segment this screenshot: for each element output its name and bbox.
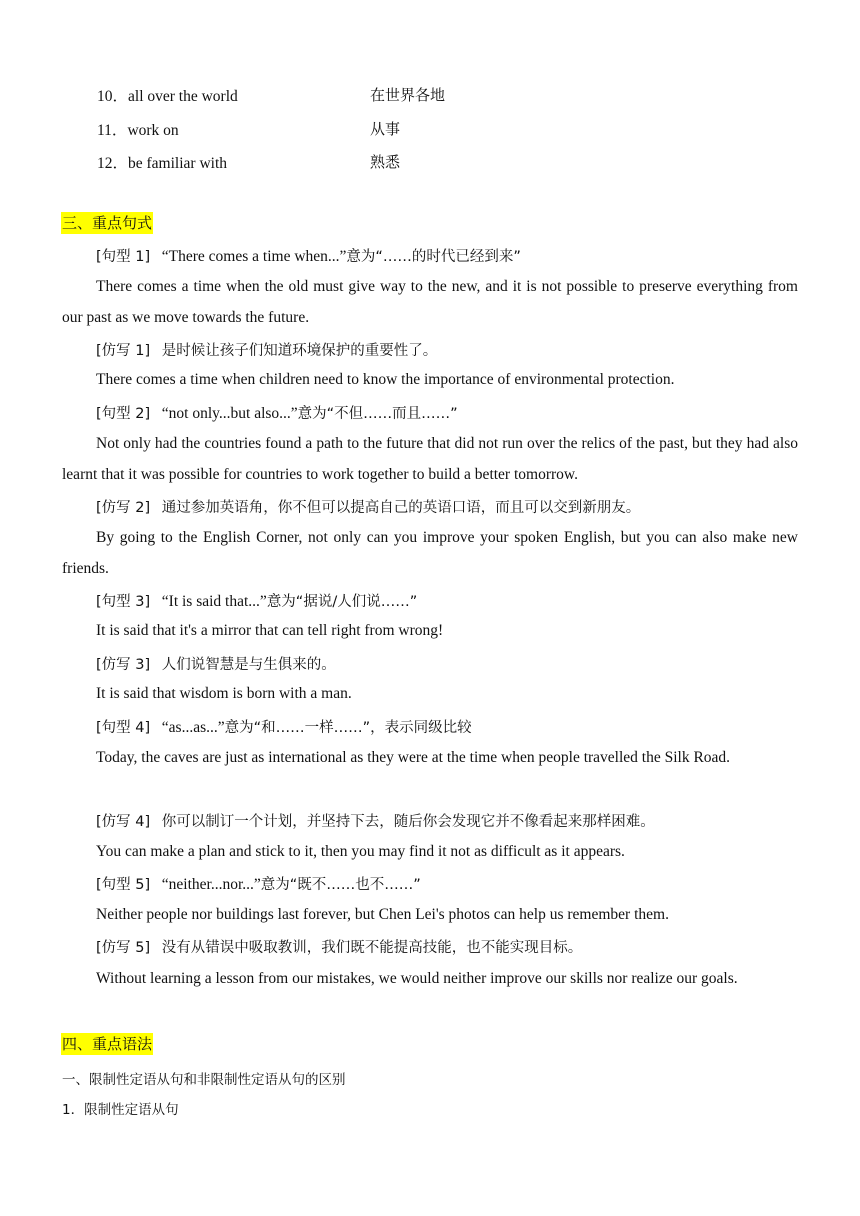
example-sentence: It is said that it's a mirror that can tell right from wrong! xyxy=(96,622,444,639)
pattern-1: [句型 1] “There comes a time when...”意为“……的时代已经到来” xyxy=(96,248,521,265)
imitation-answer: It is said that wisdom is born with a man. xyxy=(96,685,352,702)
imitation-answer: There comes a time when children need to know the importance of environmental protection. xyxy=(96,371,675,388)
imitation-answer: You can make a plan and stick to it, then you may find it not as difficult as it appears. xyxy=(96,843,625,860)
pattern-2: [句型 2] “not only...but also...”意为“不但……而且……” xyxy=(96,405,458,422)
example-sentence: Not only had the countries found a path to the future that did not run over the relics of the past, but they had also learnt that it was possible for countries to work together to build a better tomorrow. xyxy=(62,435,798,483)
section-heading: 三、重点句式 xyxy=(62,214,153,232)
pattern-4: [句型 4] “as...as...”意为“和……一样……”，表示同级比较 xyxy=(96,719,472,736)
imitation-3: [仿写 3] 人们说智慧是与生俱来的。 xyxy=(96,657,336,673)
pattern-3: [句型 3] “It is said that...”意为“据说/人们说……” xyxy=(96,593,418,610)
subheading: 一、限制性定语从句和非限制性定语从句的区别 xyxy=(62,1072,346,1088)
example-sentence: There comes a time when the old must give way to the new, and it is not possible to preserve everything from our past as we move towards the future. xyxy=(62,278,798,326)
imitation-2: [仿写 2] 通过参加英语角，你不但可以提高自己的英语口语，而且可以交到新朋友。 xyxy=(96,500,641,516)
section-heading: 四、重点语法 xyxy=(62,1035,153,1053)
pattern-5: [句型 5] “neither...nor...”意为“既不……也不……” xyxy=(96,876,421,893)
example-sentence: Today, the caves are just as international as they were at the time when people travelled the Silk Road. xyxy=(96,749,731,766)
example-sentence: Neither people nor buildings last forever, but Chen Lei's photos can help us remember them. xyxy=(96,906,669,923)
vocab-item: 12．be familiar with 熟悉 xyxy=(97,153,401,172)
imitation-answer: By going to the English Corner, not only can you improve your spoken English, but you can also make new friends. xyxy=(62,529,798,577)
vocab-item: 11．work on 从事 xyxy=(97,120,401,139)
vocab-translation: 熟悉 xyxy=(370,153,401,171)
imitation-4: [仿写 4] 你可以制订一个计划，并坚持下去，随后你会发现它并不像看起来那样困难。 xyxy=(96,814,655,830)
imitation-answer: Without learning a lesson from our mistakes, we would neither improve our skills nor realize our goals. xyxy=(96,970,738,987)
imitation-5: [仿写 5] 没有从错误中吸取教训，我们既不能提高技能，也不能实现目标。 xyxy=(96,940,583,956)
vocab-translation: 在世界各地 xyxy=(370,86,446,104)
vocab-item: 10．all over the world 在世界各地 xyxy=(97,86,446,105)
subheading: 1．限制性定语从句 xyxy=(62,1102,179,1118)
imitation-1: [仿写 1] 是时候让孩子们知道环境保护的重要性了。 xyxy=(96,343,438,359)
vocab-translation: 从事 xyxy=(370,120,401,138)
